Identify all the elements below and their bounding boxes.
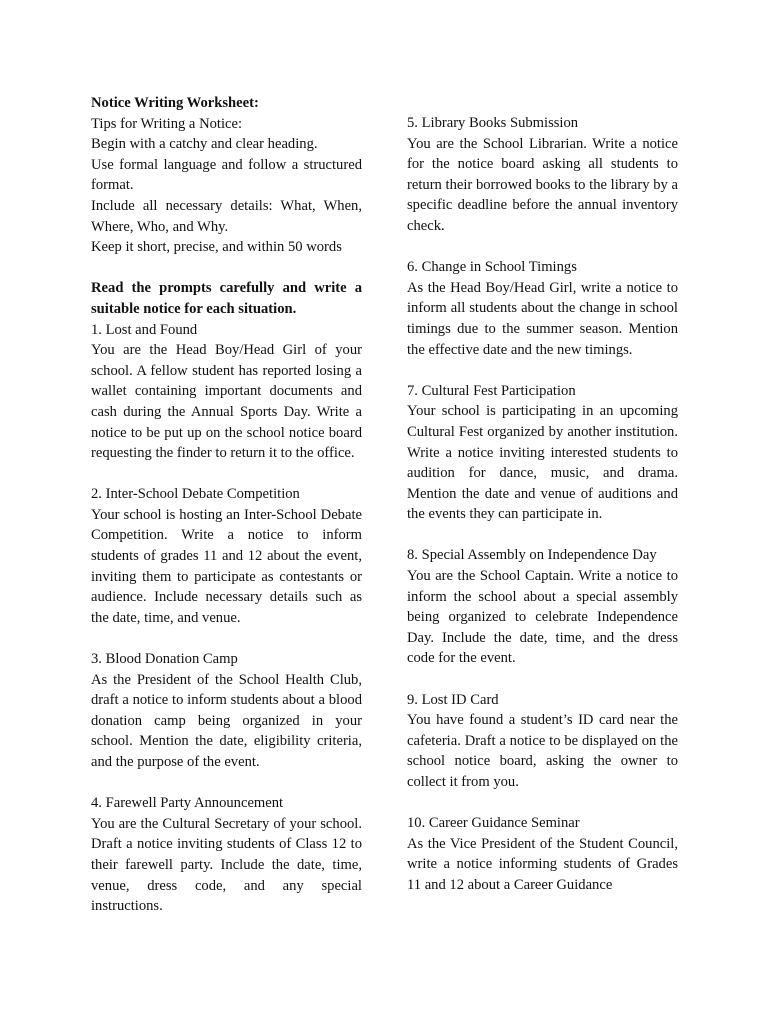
- prompt-heading: 10. Career Guidance Seminar: [407, 815, 580, 832]
- prompt-heading: 8. Special Assembly on Independence Day: [407, 547, 657, 564]
- spacer: [407, 793, 678, 814]
- prompt-heading: 4. Farewell Party Announcement: [91, 795, 284, 812]
- tips-heading: Tips for Writing a Notice:: [91, 115, 243, 132]
- spacer: [407, 669, 678, 690]
- right-column: [407, 113, 678, 896]
- spacer: [407, 525, 678, 546]
- instruction-text: Read the prompts carefully and write a suitable notice for each situation.: [91, 280, 362, 317]
- prompt-heading: 2. Inter-School Debate Competition: [91, 486, 300, 503]
- spacer: [407, 237, 678, 258]
- prompt-heading: 1. Lost and Found: [91, 321, 198, 338]
- prompt-body: As the President of the School Health Club, draft a notice to inform students about a blood donation camp being organized in your school. Mention the date, eligibility criteria, and the purpose of the event.: [91, 671, 362, 770]
- prompt-heading: 6. Change in School Timings: [407, 259, 577, 276]
- left-column: [91, 93, 362, 917]
- tip-item: Begin with a catchy and clear heading.: [91, 136, 318, 153]
- prompt-body: As the Head Boy/Head Girl, write a notice to inform all students about the change in school timings due to the summer season. Mention the effective date and the new timings.: [407, 279, 678, 358]
- spacer: [91, 773, 362, 794]
- spacer: [407, 360, 678, 381]
- tip-item: Keep it short, precise, and within 50 words: [91, 239, 342, 256]
- prompt-body: You are the Cultural Secretary of your school. Draft a notice inviting students of Class 12 to their farewell party. Include the date, time, venue, dress code, and any special instructions.: [91, 815, 362, 915]
- prompt-body: Your school is hosting an Inter-School Debate Competition. Write a notice to inform students of grades 11 and 12 about the event, inviting them to participate as contestants or audience. Include necessary details such as the date, time, and venue.: [91, 506, 362, 626]
- tip-item: Include all necessary details: What, When, Where, Who, and Why.: [91, 197, 362, 235]
- spacer: [91, 464, 362, 485]
- prompt-body: Your school is participating in an upcoming Cultural Fest organized by another institution. Write a notice inviting interested students to audition for dance, music, and drama. Mention the date and venue of auditions and the events they can participate in.: [407, 403, 678, 523]
- prompt-body: As the Vice President of the Student Council, write a notice informing students of Grades 11 and 12 about a Career Guidance: [407, 835, 678, 893]
- prompt-body: You have found a student’s ID card near the cafeteria. Draft a notice to be displayed on the school notice board, asking the owner to collect it from you.: [407, 712, 678, 790]
- spacer: [91, 258, 362, 279]
- prompt-heading: 9. Lost ID Card: [407, 691, 499, 708]
- tip-item: Use formal language and follow a structured format.: [91, 156, 362, 194]
- spacer: [91, 628, 362, 649]
- prompt-heading: 5. Library Books Submission: [407, 115, 579, 131]
- prompt-body: You are the Head Boy/Head Girl of your school. A fellow student has reported losing a wallet containing important documents and cash during the Annual Sports Day. Write a notice to be put up on the school notice board requesting the finder to return it to the office.: [91, 342, 362, 462]
- prompt-body: You are the School Captain. Write a notice to inform the school about a special assembly being organized to celebrate Independence Day. Include the date, time, and the dress code for the event.: [407, 568, 678, 667]
- worksheet-title: Notice Writing Worksheet:: [91, 95, 259, 111]
- prompt-heading: 7. Cultural Fest Participation: [407, 382, 576, 399]
- prompt-heading: 3. Blood Donation Camp: [91, 651, 238, 668]
- prompt-body: You are the School Librarian. Write a notice for the notice board asking all students to return their borrowed books to the library by a specific deadline before the annual inventory check.: [407, 135, 678, 234]
